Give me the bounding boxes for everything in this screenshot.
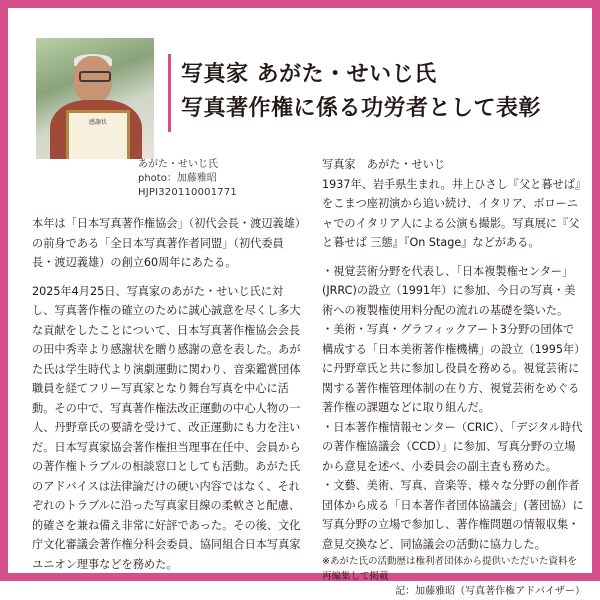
title-accent-bar xyxy=(168,54,171,132)
profile-body: 1937年、岩手県生まれ。井上ひさし『父と暮せば』をこまつ座初演から追い続け、イタリア、ボローニャでのイタリア人による公演も撮影。写真展に『父と暮せば 三態』『On Stage』などがある。 xyxy=(322,177,581,249)
source-note: ※あがた氏の活動歴は権利者団体から提供いただいた資料を再編集して掲載 xyxy=(322,556,577,582)
caption-name: あがた・せいじ氏 xyxy=(138,159,218,170)
left-column xyxy=(32,214,305,574)
achievement-2: ・美術・写真・グラフィックアート3分野の団体で構成する「日本美術著作権機構」の設立（1995年）に丹野章氏と共に参加し役員を務める。視覚芸術に関する著作権管理体制の在り方、視覚芸術をめぐる著作権の課題などに取り組んだ。 xyxy=(322,323,580,414)
caption-id: HJPI320110001771 xyxy=(138,187,237,198)
right-column xyxy=(322,155,585,600)
headline xyxy=(181,58,541,126)
photo-glasses xyxy=(79,71,111,82)
caption-photo-credit: photo：加藤雅昭 xyxy=(138,173,217,184)
achievement-1: ・視覚芸術分野を代表し、「日本複製権センター」(JRRC)の設立（1991年）に参加、今日の写真・美術への複製権使用料分配の流れの基礎を築いた。 xyxy=(322,264,576,317)
profile-heading: 写真家 あがた・せいじ xyxy=(322,158,446,171)
photo-caption xyxy=(138,158,237,200)
portrait-photo xyxy=(36,38,154,159)
headline-line-2: 写真著作権に係る功労者として表彰 xyxy=(181,96,542,121)
headline-line-1: 写真家 あがた・せいじ氏 xyxy=(181,62,437,87)
body-paragraph: 2025年4月25日、写真家のあがた・せいじ氏に対し、写真著作権の確立のために誠心誠意を尽くし多大な貢献をしたことについて、日本写真著作権協会会長の田中秀幸より感謝状を贈り感謝の意を表した。あがた氏は学生時代より演劇運動に関わり、音楽鑑賞団体職員を経てフリー写真家となり舞台写真を中心に活動。その中で、写真著作権法改正運動の中心人物の一人、丹野章氏の要請を受けて、改正運動にも力を注いだ。日本写真家協会著作権担当理事在任中、会員からの著作権トラブルの相談窓口としても活動。あがた氏のアドバイスは法律論だけの硬い内容ではなく、それぞれのトラブルに沿った写真家目線の柔軟さと配慮、的確さを兼ね備え非常に好評であった。その後、文化庁文化審議会著作権分科会委員、協同組合日本写真家ユニオン理事などを務めた。 xyxy=(32,284,301,571)
intro-paragraph: 本年は「日本写真著作権協会」（初代会長・渡辺義雄）の前身である「全日本写真著作者同盟」（初代委員長・渡辺義雄）の創立60周年にあたる。 xyxy=(32,217,301,269)
certificate xyxy=(66,110,130,159)
achievement-3: ・日本著作権情報センター（CRIC）、「デジタル時代の著作権協議会（CCD）」に参加、写真分野の立場から意見を述べ、小委員会の副主査も務めた。 xyxy=(322,420,583,473)
certificate-text: 感謝状 xyxy=(88,119,107,126)
author-credit: 記：加藤雅昭（写真著作権アドバイザー） xyxy=(395,586,585,597)
achievement-4: ・文藝、美術、写真、音楽等、様々な分野の創作者団体から成る「日本著作者団体協議会」(著団協）に写真分野の立場で参加し、著作権問題の情報収集・意見交換など、同協議会の活動に協力した。 xyxy=(322,479,584,551)
